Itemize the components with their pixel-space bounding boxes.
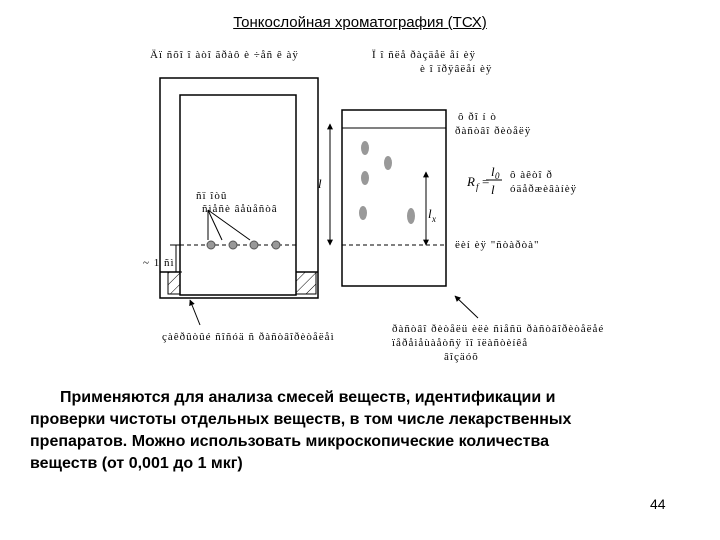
label-bottom-right-line1: ðàñòâî ðèòåëü èëè ñìåñü ðàñòâîðèòåëåé [392, 323, 605, 335]
label-after-run-line1: Ï î ñëå ðàçäåë åí èÿ [372, 49, 476, 61]
label-distance: ~ 1 ñì [143, 257, 175, 269]
label-rf-line1: ô àêòî ð [510, 169, 553, 181]
l-symbol: l [318, 176, 322, 191]
rf-symbol: R [467, 174, 475, 189]
rf-denominator: l [491, 182, 495, 197]
rf-numerator: l [491, 164, 495, 179]
svg-text:=: = [482, 174, 490, 189]
spot [407, 208, 415, 224]
paragraph-line: Применяются для анализа смесей веществ, идентификации и [60, 389, 556, 406]
spot [384, 156, 392, 170]
plate-after [342, 110, 446, 286]
spot [361, 171, 369, 185]
label-bottom-right-line2: ïåðåìåùàåòñÿ ïî ïëàñòèíêå [392, 337, 529, 349]
spot [250, 241, 258, 249]
rf-numerator-subscript: 0 [495, 171, 500, 181]
paragraph-line: веществ (от 0,001 до 1 мкг) [30, 455, 243, 472]
lx-subscript: x [432, 214, 436, 224]
spot [229, 241, 237, 249]
spot [272, 241, 280, 249]
label-front-line1: ô ðî í ò [458, 111, 497, 123]
lx-symbol: l [428, 206, 432, 221]
label-before-run: Äï ñõî î àòî ãðàô è ÷åñ ê àÿ [150, 49, 299, 61]
label-bottom-right-line3: âîçäóõ [444, 351, 479, 363]
label-front-line2: ðàñòâî ðèòåëÿ [455, 125, 532, 137]
label-start-line: ëèí èÿ "ñòàðòà" [455, 239, 540, 251]
spot [207, 241, 215, 249]
label-spots-line2: ñìåñè âåùåñòâ [202, 203, 278, 215]
paragraph-line: проверки чистоты отдельных веществ, в том числе лекарственных [30, 411, 572, 428]
paragraph-line: препаратов. Можно использовать микроскопические количества [30, 433, 550, 450]
label-after-run-line2: è î ïðÿâëåí èÿ [420, 63, 493, 75]
label-rf-line2: óäåðæèâàíèÿ [510, 183, 578, 195]
slide-title: Тонкослойная хроматография (ТСХ) [233, 14, 487, 31]
label-solvent-vessel: çàêðûòûé ñîñóä ñ ðàñòâîðèòåëåì [162, 331, 335, 343]
rf-subscript: f [476, 182, 479, 192]
description-paragraph [30, 387, 715, 475]
page-number: 44 [650, 496, 666, 512]
spot [361, 141, 369, 155]
label-spots-line1: ñï îòû [196, 190, 228, 202]
spot [359, 206, 367, 220]
